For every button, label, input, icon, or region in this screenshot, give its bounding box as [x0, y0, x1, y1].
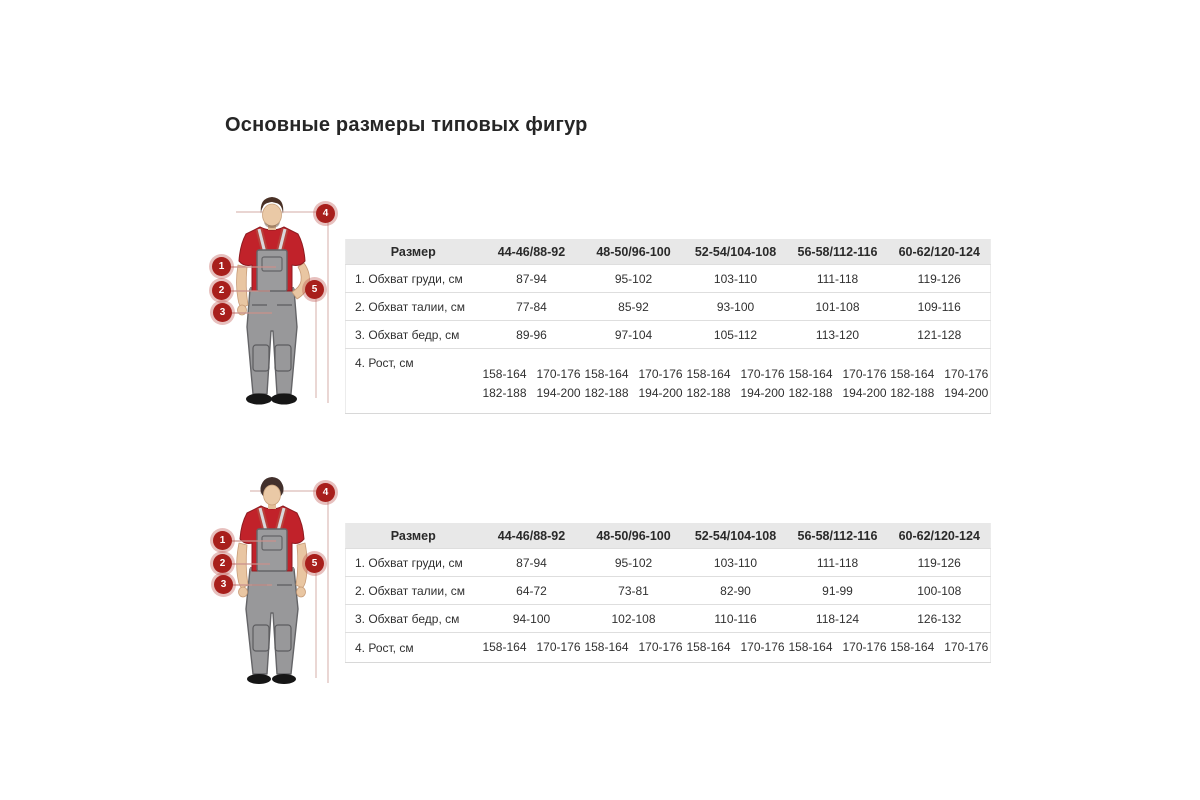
table-header-row	[346, 523, 991, 549]
size-cell: 119-126	[889, 265, 991, 293]
table-row-height	[346, 633, 991, 663]
height-cell	[889, 349, 991, 414]
size-column-header: 48-50/96-100	[583, 239, 685, 265]
size-column-header: 56-58/112-116	[787, 239, 889, 265]
page-title: Основные размеры типовых фигур	[225, 114, 588, 136]
size-column-header: 56-58/112-116	[787, 523, 889, 549]
size-label-header: Размер	[346, 523, 481, 549]
female-figure-body	[237, 477, 308, 684]
size-column-header: 44-46/88-92	[481, 523, 583, 549]
size-cell: 102-108	[583, 605, 685, 633]
size-cell: 77-84	[481, 293, 583, 321]
size-cell: 97-104	[583, 321, 685, 349]
measure-marker-side: 5	[305, 280, 324, 299]
height-cell	[481, 349, 583, 414]
table-header-row	[346, 239, 991, 265]
height-cell	[685, 633, 787, 663]
height-range: 194-200	[842, 386, 887, 400]
height-range: 170-176	[536, 367, 581, 381]
size-column-header: 44-46/88-92	[481, 239, 583, 265]
height-range: 158-164	[788, 367, 833, 381]
height-range: 182-188	[788, 386, 833, 400]
size-cell: 94-100	[481, 605, 583, 633]
measure-marker-waist: 2	[212, 281, 231, 300]
size-cell: 119-126	[889, 549, 991, 577]
size-cell: 105-112	[685, 321, 787, 349]
row-label: 3. Обхват бедр, см	[346, 321, 481, 349]
height-cell	[583, 633, 685, 663]
height-range-line	[787, 638, 889, 657]
height-range: 158-164	[482, 367, 527, 381]
height-range-line	[583, 365, 685, 384]
size-cell: 101-108	[787, 293, 889, 321]
size-column-header: 48-50/96-100	[583, 523, 685, 549]
row-label: 1. Обхват груди, см	[346, 549, 481, 577]
measure-marker-hip: 3	[213, 303, 232, 322]
height-range-line	[685, 638, 787, 657]
size-cell: 113-120	[787, 321, 889, 349]
size-cell: 118-124	[787, 605, 889, 633]
height-range: 182-188	[890, 386, 935, 400]
height-range-line	[889, 384, 991, 403]
height-cell	[481, 633, 583, 663]
height-range: 170-176	[638, 640, 683, 654]
size-column-header: 60-62/120-124	[889, 523, 991, 549]
size-label-header: Размер	[346, 239, 481, 265]
size-cell: 82-90	[685, 577, 787, 605]
height-range: 182-188	[584, 386, 629, 400]
table-row-waist	[346, 293, 991, 321]
size-cell: 103-110	[685, 265, 787, 293]
size-cell: 121-128	[889, 321, 991, 349]
height-range-line	[481, 365, 583, 384]
height-range: 170-176	[944, 367, 989, 381]
size-cell: 103-110	[685, 549, 787, 577]
row-label: 4. Рост, см	[346, 633, 481, 663]
measure-marker-height: 4	[316, 204, 335, 223]
table-row-hip	[346, 321, 991, 349]
size-table-men	[345, 239, 991, 414]
row-label: 2. Обхват талии, см	[346, 293, 481, 321]
height-range-line	[787, 365, 889, 384]
height-range: 158-164	[482, 640, 527, 654]
height-range: 158-164	[686, 640, 731, 654]
height-range: 170-176	[638, 367, 683, 381]
height-cell	[889, 633, 991, 663]
height-range-line	[787, 384, 889, 403]
male-figure-body	[237, 197, 310, 405]
height-range: 170-176	[740, 367, 785, 381]
table-row-chest	[346, 265, 991, 293]
height-cell	[583, 349, 685, 414]
size-table-women	[345, 523, 991, 663]
size-cell: 111-118	[787, 549, 889, 577]
female-figure	[200, 473, 350, 693]
row-label: 3. Обхват бедр, см	[346, 605, 481, 633]
height-cell	[787, 349, 889, 414]
height-range-line	[685, 365, 787, 384]
height-range: 194-200	[944, 386, 989, 400]
height-range: 158-164	[890, 367, 935, 381]
measure-marker-chest: 1	[212, 257, 231, 276]
row-label: 1. Обхват груди, см	[346, 265, 481, 293]
size-cell: 111-118	[787, 265, 889, 293]
size-cell: 100-108	[889, 577, 991, 605]
size-cell: 73-81	[583, 577, 685, 605]
size-cell: 109-116	[889, 293, 991, 321]
table-row-height	[346, 349, 991, 414]
height-range-line	[481, 384, 583, 403]
size-cell: 64-72	[481, 577, 583, 605]
height-range: 170-176	[944, 640, 989, 654]
height-range: 158-164	[890, 640, 935, 654]
row-label: 2. Обхват талии, см	[346, 577, 481, 605]
height-range-line	[889, 638, 991, 657]
height-range: 170-176	[842, 367, 887, 381]
height-range: 170-176	[842, 640, 887, 654]
size-cell: 95-102	[583, 265, 685, 293]
height-cell	[787, 633, 889, 663]
height-range: 182-188	[686, 386, 731, 400]
measure-marker-height: 4	[316, 483, 335, 502]
table-row-hip	[346, 605, 991, 633]
size-cell: 85-92	[583, 293, 685, 321]
row-label: 4. Рост, см	[346, 349, 481, 414]
size-column-header: 52-54/104-108	[685, 523, 787, 549]
height-cell	[685, 349, 787, 414]
table-row-waist	[346, 577, 991, 605]
size-cell: 87-94	[481, 549, 583, 577]
table-row-chest	[346, 549, 991, 577]
height-range: 158-164	[584, 640, 629, 654]
height-range: 194-200	[638, 386, 683, 400]
height-range: 158-164	[788, 640, 833, 654]
size-cell: 93-100	[685, 293, 787, 321]
size-cell: 89-96	[481, 321, 583, 349]
height-range: 170-176	[536, 640, 581, 654]
size-cell: 87-94	[481, 265, 583, 293]
height-range-line	[685, 384, 787, 403]
size-cell: 110-116	[685, 605, 787, 633]
size-cell: 91-99	[787, 577, 889, 605]
size-cell: 95-102	[583, 549, 685, 577]
measure-marker-side: 5	[305, 554, 324, 573]
size-column-header: 60-62/120-124	[889, 239, 991, 265]
height-range-line	[889, 365, 991, 384]
height-range: 194-200	[536, 386, 581, 400]
height-range: 170-176	[740, 640, 785, 654]
height-range-line	[583, 638, 685, 657]
height-range: 158-164	[686, 367, 731, 381]
height-range: 182-188	[482, 386, 527, 400]
male-figure	[200, 193, 350, 415]
measure-marker-chest: 1	[213, 531, 232, 550]
height-range: 158-164	[584, 367, 629, 381]
size-column-header: 52-54/104-108	[685, 239, 787, 265]
measure-marker-hip: 3	[214, 575, 233, 594]
measure-marker-waist: 2	[213, 554, 232, 573]
size-cell: 126-132	[889, 605, 991, 633]
height-range-line	[481, 638, 583, 657]
height-range: 194-200	[740, 386, 785, 400]
height-range-line	[583, 384, 685, 403]
